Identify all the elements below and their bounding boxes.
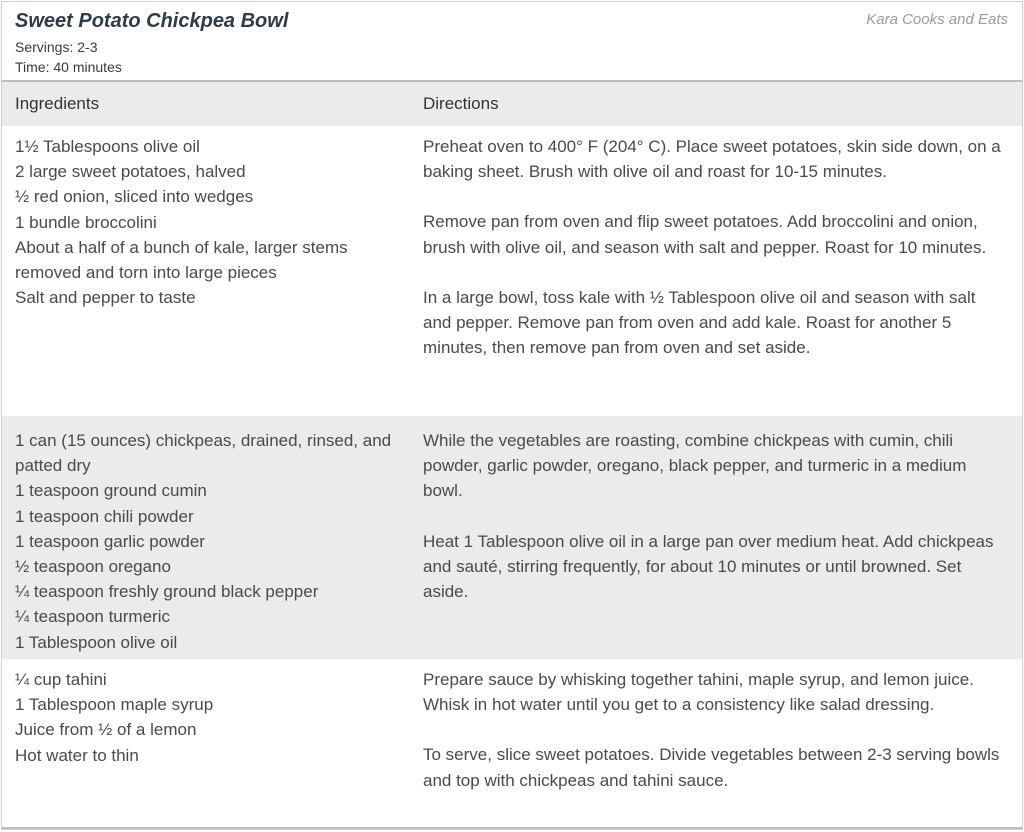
ingredient-item: 1 bundle broccolini	[15, 212, 157, 232]
ingredient-list	[15, 428, 405, 655]
ingredient-item: 1 Tablespoon maple syrup	[15, 695, 214, 715]
direction-list	[423, 134, 1003, 360]
recipe-header	[2, 2, 1022, 82]
ingredient-item: ¼ cup tahini	[15, 670, 107, 689]
direction-list	[423, 428, 1003, 604]
ingredient-item: ¼ teaspoon turmeric	[15, 607, 170, 627]
ingredient-item: 1 Tablespoon olive oil	[15, 632, 178, 652]
direction-step: Heat 1 Tablespoon olive oil in a large pan over medium heat. Add chickpeas and sauté, stirring frequently, for about 10 minutes or until browned. Set aside.	[423, 531, 994, 602]
ingredient-item: 1 teaspoon ground cumin	[15, 481, 207, 501]
recipe-section-chickpeas	[2, 416, 1022, 659]
ingredient-item: Hot water to thin	[15, 745, 139, 765]
direction-step: Preheat oven to 400° F (204° C). Place sweet potatoes, skin side down, on a baking sheet. Brush with olive oil and roast for 10-15 minutes.	[423, 137, 1001, 182]
ingredient-item: Salt and pepper to taste	[15, 288, 196, 308]
ingredient-item: 1 can (15 ounces) chickpeas, drained, rinsed, and patted dry	[15, 431, 392, 476]
column-header-row	[2, 82, 1022, 126]
time-text: Time: 40 minutes	[15, 59, 122, 75]
direction-step: Remove pan from oven and flip sweet potatoes. Add broccolini and onion, brush with olive oil, and season with salt and pepper. Roast for 10 minutes.	[423, 212, 987, 257]
ingredient-item: ¼ teaspoon freshly ground black pepper	[15, 582, 319, 602]
direction-step: Prepare sauce by whisking together tahini, maple syrup, and lemon juice. Whisk in hot water until you get to a consistency like salad dressing.	[423, 670, 974, 715]
ingredient-list	[15, 134, 405, 310]
servings-text: Servings: 2-3	[15, 39, 98, 55]
direction-step: In a large bowl, toss kale with ½ Tablespoon olive oil and season with salt and pepper. Remove pan from oven and add kale. Roast for another 5 minutes, then remove pan from oven and set aside.	[423, 287, 976, 358]
ingredient-item: 1½ Tablespoons olive oil	[15, 137, 200, 156]
directions-heading: Directions	[423, 94, 499, 113]
ingredient-list	[15, 667, 405, 768]
recipe-source: Kara Cooks and Eats	[866, 11, 1008, 28]
recipe-section-sauce	[2, 659, 1022, 829]
ingredient-item: About a half of a bunch of kale, larger stems removed and torn into large pieces	[15, 237, 348, 283]
ingredients-heading: Ingredients	[15, 94, 100, 113]
ingredient-item: Juice from ½ of a lemon	[15, 720, 197, 740]
direction-list	[423, 667, 1003, 793]
ingredient-item: ½ red onion, sliced into wedges	[15, 187, 254, 207]
direction-step: While the vegetables are roasting, combine chickpeas with cumin, chili powder, garlic powder, oregano, black pepper, and turmeric in a medium bowl.	[423, 431, 967, 501]
ingredient-item: 1 teaspoon chili powder	[15, 506, 194, 526]
ingredient-item: ½ teaspoon oregano	[15, 557, 171, 577]
recipe-card	[1, 1, 1023, 830]
recipe-title: Sweet Potato Chickpea Bowl	[15, 10, 289, 32]
recipe-section-vegetables	[2, 126, 1022, 416]
direction-step: To serve, slice sweet potatoes. Divide vegetables between 2-3 serving bowls and top with chickpeas and tahini sauce.	[423, 745, 1000, 790]
ingredient-item: 2 large sweet potatoes, halved	[15, 162, 246, 182]
ingredient-item: 1 teaspoon garlic powder	[15, 531, 205, 551]
